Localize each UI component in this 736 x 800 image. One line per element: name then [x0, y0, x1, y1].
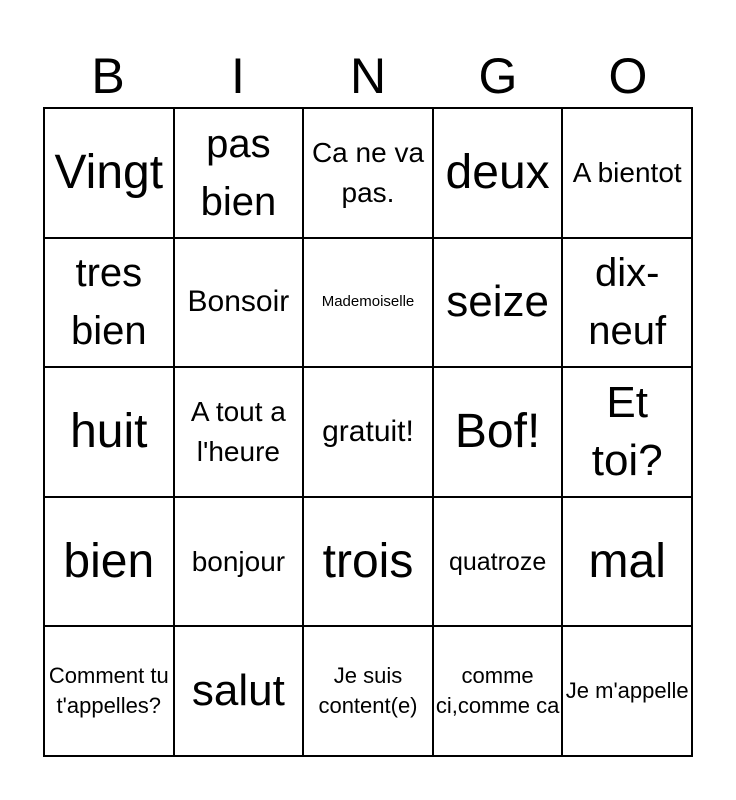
bingo-cell[interactable]: [434, 239, 564, 369]
cell-text: Bof!: [454, 404, 541, 458]
cell-text: Et toi?: [591, 377, 663, 485]
bingo-cell[interactable]: [175, 627, 305, 757]
cell-text: Mademoiselle: [321, 293, 415, 311]
bingo-cell[interactable]: [304, 239, 434, 369]
bingo-header: [43, 46, 693, 106]
bingo-cell[interactable]: [563, 498, 693, 628]
header-letter-b: B: [91, 48, 125, 104]
cell-text: Je suis content(e): [318, 663, 418, 719]
bingo-cell[interactable]: [45, 368, 175, 498]
bingo-board: [43, 107, 693, 757]
bingo-cell[interactable]: [175, 498, 305, 628]
cell-text: huit: [70, 404, 148, 458]
bingo-cell[interactable]: [45, 109, 175, 239]
cell-text: quatroze: [448, 547, 547, 576]
bingo-cell[interactable]: [434, 627, 564, 757]
header-letter-i: I: [231, 48, 245, 104]
cell-text: A bientot: [572, 156, 682, 188]
bingo-cell[interactable]: [304, 627, 434, 757]
bingo-cell[interactable]: [304, 368, 434, 498]
bingo-cell[interactable]: [304, 498, 434, 628]
header-letter-o: O: [608, 48, 648, 104]
cell-text: seize: [446, 277, 549, 327]
cell-text: mal: [588, 534, 666, 588]
bingo-cell[interactable]: [45, 498, 175, 628]
header-letter-n: N: [349, 48, 387, 104]
header-letter-g: G: [478, 48, 518, 104]
cell-text: bien: [63, 534, 155, 588]
cell-text: Vingt: [54, 145, 164, 199]
cell-text: Bonsoir: [187, 285, 290, 319]
cell-text: Comment tu t'appelles?: [48, 663, 169, 719]
cell-text: A tout a l'heure: [190, 395, 286, 467]
cell-text: tres bien: [70, 251, 147, 354]
cell-text: comme ci,comme ca: [435, 663, 560, 719]
bingo-cell[interactable]: [563, 627, 693, 757]
bingo-cell[interactable]: [434, 109, 564, 239]
cell-text: Je m'appelle: [565, 678, 689, 704]
bingo-cell[interactable]: [45, 627, 175, 757]
cell-text: dix-neuf: [588, 251, 667, 354]
cell-text: pas bien: [200, 121, 277, 224]
cell-text: bonjour: [191, 545, 286, 577]
cell-text: Ca ne va pas.: [311, 136, 425, 208]
cell-text: salut: [191, 666, 285, 716]
bingo-cell[interactable]: [563, 239, 693, 369]
cell-text: trois: [322, 534, 414, 588]
bingo-cell[interactable]: [175, 368, 305, 498]
bingo-cell[interactable]: [175, 239, 305, 369]
bingo-cell[interactable]: [45, 239, 175, 369]
bingo-cell[interactable]: [563, 368, 693, 498]
bingo-cell[interactable]: [304, 109, 434, 239]
cell-text: gratuit!: [322, 414, 414, 448]
bingo-cell[interactable]: [434, 498, 564, 628]
bingo-cell[interactable]: [563, 109, 693, 239]
cell-text: deux: [445, 145, 550, 199]
bingo-cell[interactable]: [434, 368, 564, 498]
bingo-cell[interactable]: [175, 109, 305, 239]
